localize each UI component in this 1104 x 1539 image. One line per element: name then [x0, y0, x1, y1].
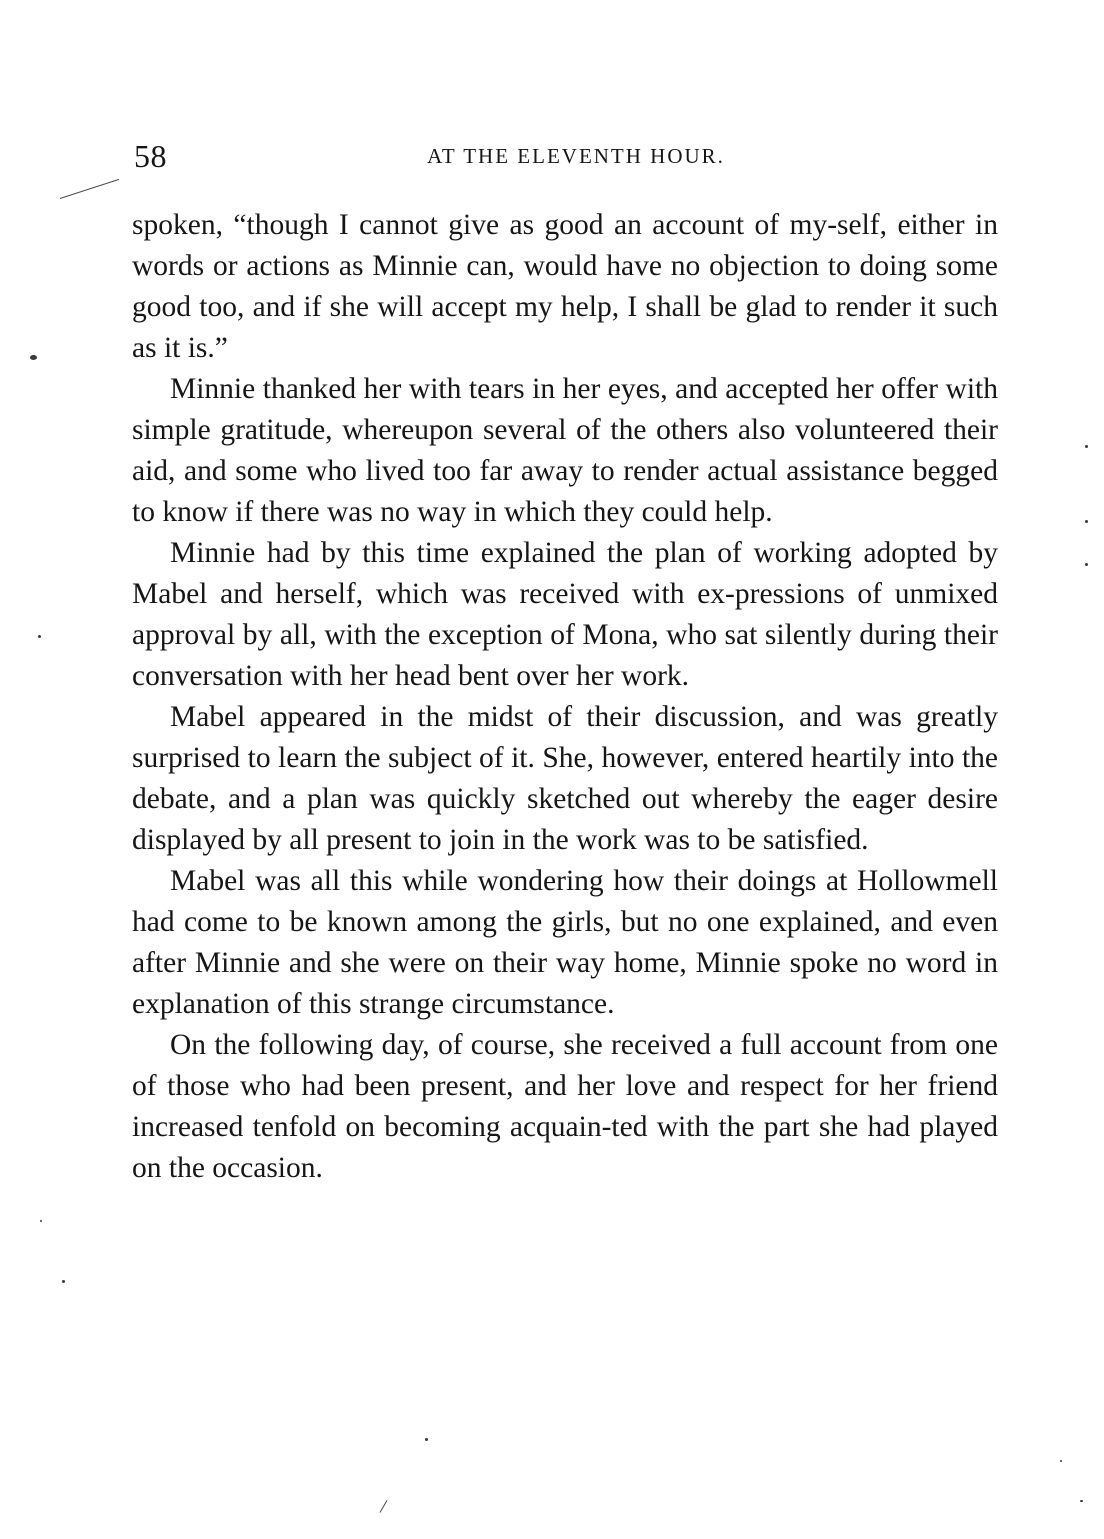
ink-speck: [40, 1220, 42, 1222]
ink-speck: [425, 1438, 428, 1441]
ink-speck: [38, 635, 41, 638]
scan-mark: [60, 179, 119, 199]
ink-speck: [1085, 563, 1088, 566]
ink-speck: [1060, 1460, 1062, 1462]
ink-speck: [1085, 520, 1088, 523]
page-number: 58: [134, 138, 167, 174]
page-header: [134, 138, 998, 178]
ink-speck: [1080, 1500, 1083, 1502]
ink-speck: [62, 1280, 65, 1283]
paragraph: Minnie thanked her with tears in her eyes, and accepted her offer with simple gratitude, whereupon several of the others also volunteered their aid, and some who lived too far away to render actual assistance begged to know if there was no way in which they could help.: [132, 373, 998, 528]
paragraph: Mabel appeared in the midst of their discussion, and was greatly surprised to learn the subject of it. She, however, entered heartily into the debate, and a plan was quickly sketched out whereby the eager desire displayed by all present to join in the work was to be satisfied.: [132, 701, 998, 856]
paragraph: Minnie had by this time explained the plan of working adopted by Mabel and herself, which was received with ex-pressions of unmixed approval by all, with the exception of Mona, who sat silently during their conversation with her head bent over her work.: [132, 537, 998, 692]
scan-mark: [380, 1500, 388, 1513]
paragraph: spoken, “though I cannot give as good an account of my-self, either in words or actions as Minnie can, would have no objection to doing some good too, and if she will accept my help, I shall be glad to render it such as it is.”: [132, 209, 998, 364]
paragraph: On the following day, of course, she received a full account from one of those who had been present, and her love and respect for her friend increased tenfold on becoming acquain-ted with the part she had played on the occasion.: [132, 1029, 998, 1184]
running-title: AT THE ELEVENTH HOUR.: [427, 144, 725, 168]
paragraph: Mabel was all this while wondering how their doings at Hollowmell had come to be known among the girls, but no one explained, and even after Minnie and she were on their way home, Minnie spoke no word in explanation of this strange circumstance.: [132, 865, 998, 1020]
body-text: [132, 205, 998, 1189]
ink-speck: [1085, 445, 1088, 448]
ink-speck: [30, 355, 37, 360]
